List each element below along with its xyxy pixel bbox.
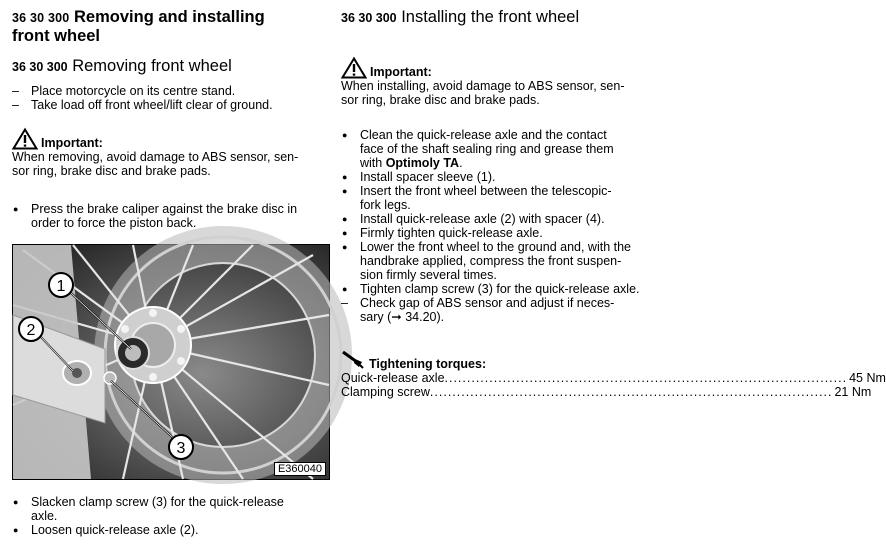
removal-final-steps [12,495,332,537]
warning-triangle-icon [341,57,367,79]
list-item: ● Firmly tighten quick-release axle. [341,226,656,240]
section-title-line1: Removing and installing [74,8,265,26]
torques-heading: Tightening torques: [369,357,487,371]
figure-label: E360040 [274,462,326,476]
cross-reference-arrow-icon: ➞ [391,310,402,324]
list-item: ● Slacken clamp screw (3) for the quick-release axle. [12,495,332,523]
svg-text:1: 1 [56,278,66,295]
list-item: ● Press the brake caliper against the brake disc in order to force the piston back. [12,202,332,230]
important-text-line2: sor ring, brake disc and brake pads. [12,164,211,178]
subsection-code: 36 30 300 [341,11,397,25]
tightening-torques [341,350,886,399]
list-item: ● Clean the quick-release axle and the contact face of the shaft sealing ring and grease them with Optimoly TA. [341,128,656,170]
warning-triangle-icon [12,128,38,150]
section-code: 36 30 300 [12,11,70,25]
subsection-title: Installing the front wheel [401,8,580,26]
list-item: – Check gap of ABS sensor and adjust if neces- sary (➞ 34.20). [341,296,656,324]
important-label: Important: [370,65,432,79]
torque-row: Clamping screw .......................................................................................... 21 Nm [341,385,872,399]
list-item: ● Loosen quick-release axle (2). [12,523,332,537]
list-item: ● Install quick-release axle (2) with spacer (4). [341,212,656,226]
list-item: ● Lower the front wheel to the ground and, with the handbrake applied, compress the front suspen- sion firmly several times. [341,240,656,282]
section-title-line2: front wheel [12,27,101,45]
subsection-title: Removing front wheel [72,57,232,75]
section-heading [12,8,322,45]
important-text-line1: When installing, avoid damage to ABS sensor, sen- [341,79,625,93]
list-item: ● Tighten clamp screw (3) for the quick-release axle. [341,282,656,296]
important-text-line1: When removing, avoid damage to ABS sensor, sen- [12,150,299,164]
press-caliper-step [12,202,332,230]
subsection-code: 36 30 300 [12,60,68,74]
installation-steps [341,128,656,324]
list-item: – Place motorcycle on its centre stand. [12,84,332,98]
lubricant-name: Optimoly TA [385,156,460,170]
important-label: Important: [41,136,103,150]
important-note-installing [341,57,656,107]
torque-row: Quick-release axle .......................................................................................... 45 Nm [341,371,886,385]
list-item: – Take load off front wheel/lift clear of ground. [12,98,332,112]
list-item: ● Insert the front wheel between the telescopic- fork legs. [341,184,656,212]
svg-text:3: 3 [176,440,186,457]
svg-text:2: 2 [26,322,36,339]
important-note-removing [12,128,332,178]
subsection-heading-removing [12,57,322,76]
list-item: ● Install spacer sleeve (1). [341,170,656,184]
important-text-line2: sor ring, brake disc and brake pads. [341,93,540,107]
wheel-illustration [13,245,329,479]
callout-2 [19,317,43,341]
removal-prep-steps [12,84,332,112]
subsection-heading-installing [341,8,651,27]
callout-1 [49,273,73,297]
callout-3 [169,435,193,459]
front-wheel-photo [12,244,330,480]
torque-wrench-icon [341,350,365,371]
